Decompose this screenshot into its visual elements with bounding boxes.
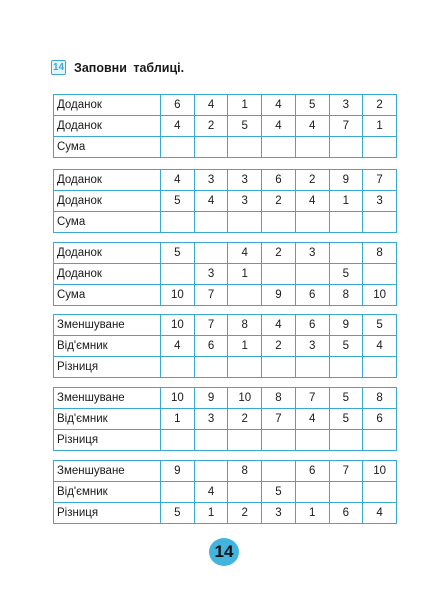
value-cell: 2 [228,409,262,430]
value-cell: 4 [363,503,397,524]
value-cell: 4 [161,170,195,191]
value-cell: 9 [329,315,363,336]
table-row [54,482,397,503]
value-cell: 3 [194,170,228,191]
answer-cell[interactable] [329,212,363,233]
answer-cell[interactable] [363,482,397,503]
exercise-table [53,94,397,158]
value-cell: 6 [161,95,195,116]
value-cell: 5 [295,95,329,116]
value-cell: 8 [228,461,262,482]
row-label: Від'ємник [54,336,161,357]
answer-cell[interactable] [161,137,195,158]
value-cell: 10 [161,388,195,409]
task-number-badge: 14 [52,62,65,73]
row-label: Сума [54,212,161,233]
answer-cell[interactable] [329,482,363,503]
value-cell: 2 [262,243,296,264]
table-row [54,285,397,306]
value-cell: 3 [228,170,262,191]
value-cell: 1 [161,409,195,430]
value-cell: 1 [228,264,262,285]
value-cell: 4 [161,336,195,357]
answer-cell[interactable] [228,285,262,306]
value-cell: 4 [194,191,228,212]
value-cell: 7 [262,409,296,430]
answer-cell[interactable] [329,243,363,264]
value-cell: 1 [295,503,329,524]
row-label: Зменшуване [54,315,161,336]
task-header [51,60,184,75]
table-row [54,137,397,158]
value-cell: 4 [262,116,296,137]
value-cell: 7 [194,315,228,336]
exercise-table [53,460,397,524]
answer-cell[interactable] [228,482,262,503]
value-cell: 5 [161,503,195,524]
value-cell: 1 [228,336,262,357]
answer-cell[interactable] [161,264,195,285]
value-cell: 4 [295,116,329,137]
value-cell: 5 [329,264,363,285]
value-cell: 7 [194,285,228,306]
table-row [54,116,397,137]
answer-cell[interactable] [295,482,329,503]
answer-cell[interactable] [363,212,397,233]
value-cell: 5 [161,243,195,264]
table-row [54,388,397,409]
answer-cell[interactable] [194,461,228,482]
answer-cell[interactable] [228,212,262,233]
value-cell: 8 [363,243,397,264]
value-cell: 6 [194,336,228,357]
value-cell: 6 [262,170,296,191]
value-cell: 1 [228,95,262,116]
value-cell: 9 [262,285,296,306]
answer-cell[interactable] [262,137,296,158]
value-cell: 5 [262,482,296,503]
answer-cell[interactable] [161,482,195,503]
value-cell: 8 [329,285,363,306]
table-row [54,315,397,336]
answer-cell[interactable] [363,137,397,158]
answer-cell[interactable] [194,137,228,158]
value-cell: 4 [194,95,228,116]
exercise-table [53,242,397,306]
value-cell: 4 [194,482,228,503]
row-label: Доданок [54,116,161,137]
value-cell: 2 [262,191,296,212]
row-label: Сума [54,137,161,158]
answer-cell[interactable] [363,264,397,285]
value-cell: 4 [295,409,329,430]
answer-cell[interactable] [228,430,262,451]
value-cell: 5 [363,315,397,336]
value-cell: 6 [363,409,397,430]
answer-cell[interactable] [194,243,228,264]
value-cell: 4 [363,336,397,357]
value-cell: 6 [295,285,329,306]
answer-cell[interactable] [262,357,296,378]
value-cell: 4 [262,95,296,116]
value-cell: 9 [161,461,195,482]
answer-cell[interactable] [329,430,363,451]
answer-cell[interactable] [161,357,195,378]
value-cell: 4 [262,315,296,336]
answer-cell[interactable] [295,357,329,378]
value-cell: 9 [329,170,363,191]
answer-cell[interactable] [161,430,195,451]
value-cell: 7 [329,461,363,482]
table-row [54,461,397,482]
row-label: Різниця [54,503,161,524]
answer-cell[interactable] [161,212,195,233]
value-cell: 10 [161,315,195,336]
value-cell: 5 [329,388,363,409]
answer-cell[interactable] [262,212,296,233]
answer-cell[interactable] [194,357,228,378]
answer-cell[interactable] [295,212,329,233]
answer-cell[interactable] [295,137,329,158]
value-cell: 4 [161,116,195,137]
table-row [54,191,397,212]
answer-cell[interactable] [363,430,397,451]
value-cell: 6 [295,315,329,336]
value-cell: 3 [295,243,329,264]
value-cell: 8 [228,315,262,336]
answer-cell[interactable] [295,430,329,451]
table-row [54,95,397,116]
value-cell: 3 [228,191,262,212]
task-title: Заповни таблиці. [74,60,185,75]
answer-cell[interactable] [262,430,296,451]
value-cell: 7 [295,388,329,409]
answer-cell[interactable] [295,264,329,285]
value-cell: 4 [228,243,262,264]
answer-cell[interactable] [262,461,296,482]
value-cell: 3 [262,503,296,524]
value-cell: 10 [363,285,397,306]
value-cell: 2 [228,503,262,524]
row-label: Доданок [54,95,161,116]
value-cell: 4 [295,191,329,212]
row-label: Доданок [54,243,161,264]
value-cell: 10 [161,285,195,306]
value-cell: 5 [161,191,195,212]
value-cell: 8 [363,388,397,409]
value-cell: 5 [329,409,363,430]
row-label: Доданок [54,264,161,285]
answer-cell[interactable] [228,357,262,378]
value-cell: 2 [262,336,296,357]
value-cell: 3 [295,336,329,357]
value-cell: 3 [363,191,397,212]
value-cell: 2 [363,95,397,116]
answer-cell[interactable] [194,430,228,451]
answer-cell[interactable] [262,264,296,285]
answer-cell[interactable] [363,357,397,378]
table-row [54,336,397,357]
row-label: Зменшуване [54,388,161,409]
page-number: 14 [209,538,239,566]
row-label: Доданок [54,170,161,191]
value-cell: 2 [194,116,228,137]
row-label: Різниця [54,430,161,451]
value-cell: 5 [228,116,262,137]
exercise-table [53,169,397,233]
row-label: Доданок [54,191,161,212]
table-row [54,264,397,285]
row-label: Зменшуване [54,461,161,482]
value-cell: 1 [329,191,363,212]
row-label: Сума [54,285,161,306]
answer-cell[interactable] [329,357,363,378]
table-row [54,170,397,191]
table-row [54,503,397,524]
value-cell: 10 [363,461,397,482]
answer-cell[interactable] [194,212,228,233]
answer-cell[interactable] [329,137,363,158]
value-cell: 6 [295,461,329,482]
value-cell: 2 [295,170,329,191]
exercise-table [53,314,397,378]
table-row [54,430,397,451]
table-row [54,243,397,264]
table-row [54,357,397,378]
answer-cell[interactable] [228,137,262,158]
value-cell: 8 [262,388,296,409]
value-cell: 6 [329,503,363,524]
table-row [54,409,397,430]
row-label: Від'ємник [54,409,161,430]
value-cell: 3 [194,264,228,285]
value-cell: 1 [363,116,397,137]
value-cell: 1 [194,503,228,524]
value-cell: 9 [194,388,228,409]
value-cell: 3 [329,95,363,116]
value-cell: 3 [194,409,228,430]
value-cell: 7 [329,116,363,137]
value-cell: 7 [363,170,397,191]
row-label: Від'ємник [54,482,161,503]
exercise-table [53,387,397,451]
value-cell: 5 [329,336,363,357]
row-label: Різниця [54,357,161,378]
table-row [54,212,397,233]
value-cell: 10 [228,388,262,409]
